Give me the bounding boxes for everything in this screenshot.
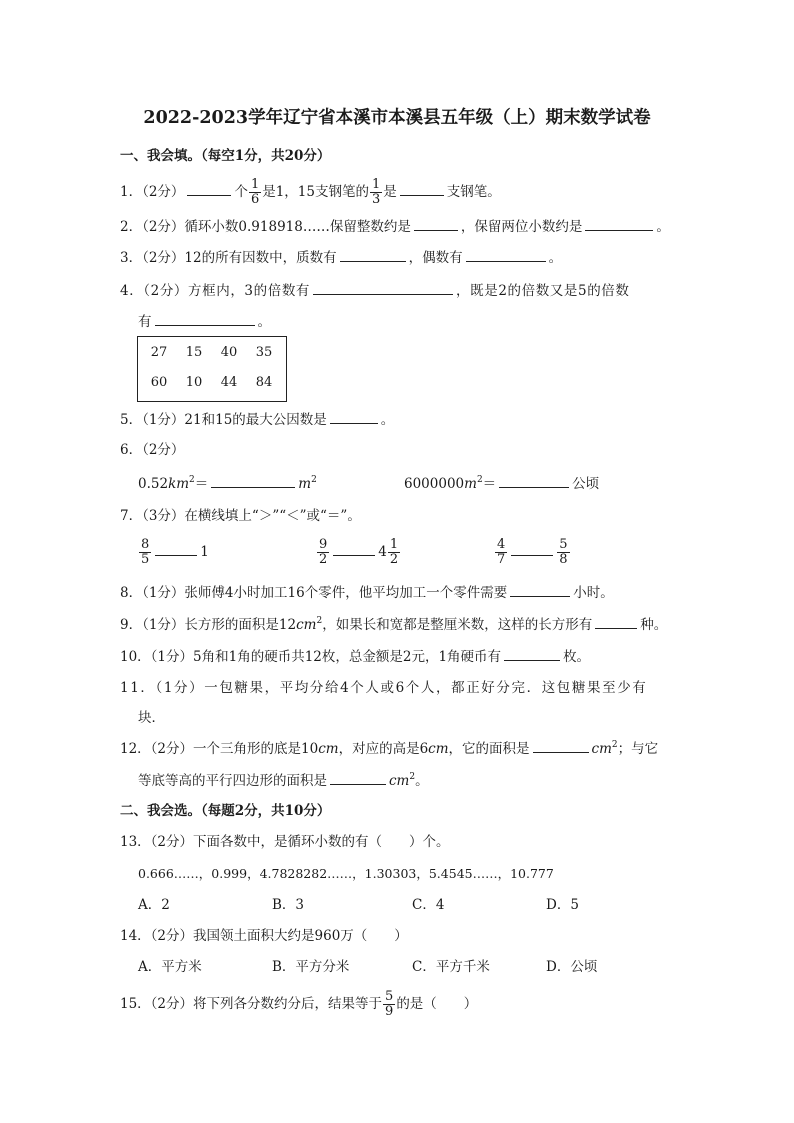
q6-value-2: 6000000 [404, 476, 465, 492]
q7-text: 7．（3分）在横线填上“＞”“＜”或“＝”。 [120, 508, 361, 524]
q9-text-1: 9．（1分）长方形的面积是12 [120, 617, 297, 633]
q4-text-3: 有 [138, 314, 152, 330]
question-7 [120, 506, 361, 526]
section-1-heading: 一、我会填。（每空1分，共20分） [120, 148, 331, 164]
q14-option-b[interactable]: B．平方分米 [272, 959, 350, 975]
q11-text-2: 块． [138, 710, 165, 726]
q7-fraction-2-right [388, 538, 400, 567]
q1-text-3: 是 [383, 184, 397, 200]
q2-blank-1[interactable] [414, 216, 458, 231]
q6-conversion-1 [138, 473, 317, 494]
question-12-line-2 [138, 770, 429, 791]
question-11-line-1 [120, 678, 647, 698]
q1-text-1: 个 [234, 184, 248, 200]
numerator: 8 [141, 537, 150, 552]
q6-unit-1: km [168, 476, 190, 492]
q12-blank-1[interactable] [533, 738, 589, 753]
q3-text-1: 3．（2分）12的所有因数中，质数有 [120, 250, 337, 266]
q6-square-1: 2 [189, 475, 195, 485]
q12-text-1: 12．（2分）一个三角形的底是10 [120, 741, 319, 757]
question-1 [120, 178, 501, 207]
box-number: 44 [220, 375, 238, 390]
q14-text: 14．（2分）我国领土面积大约是960万（ ） [120, 928, 408, 944]
question-15 [120, 990, 477, 1019]
question-3 [120, 247, 562, 268]
q11-text-1: 11．（1分）一包糖果，平均分给4个人或6个人，都正好分完．这包糖果至少有 [120, 680, 648, 696]
q12-text-4: ；与它 [617, 741, 659, 757]
question-5 [120, 409, 394, 430]
q1-blank-1[interactable] [187, 181, 231, 196]
q14-option-c[interactable]: C．平方千米 [412, 959, 490, 975]
q12-unit-4: cm [389, 773, 410, 789]
q13-option-d[interactable]: D．5 [546, 897, 579, 913]
q9-text-2: ，如果长和宽都是整厘米数，这样的长方形有 [322, 617, 593, 633]
box-number: 60 [150, 375, 168, 390]
q12-unit-3: cm [591, 741, 612, 757]
q12-text-2: ，对应的高是6 [338, 741, 429, 757]
q7-comparison-1 [138, 538, 209, 567]
q6-blank-1[interactable] [211, 473, 295, 488]
q6-value-1: 0.52 [138, 476, 169, 492]
q3-text-3: 。 [548, 250, 563, 266]
q2-text-1: 2．（2分）循环小数0.918918……保留整数约是 [120, 219, 411, 235]
question-6 [120, 440, 184, 460]
denominator: 2 [389, 552, 399, 567]
q7-fraction-2 [317, 538, 329, 567]
q1-fraction-1-denominator: 6 [250, 192, 260, 207]
q3-blank-2[interactable] [466, 247, 546, 262]
q6-equals-2: ＝ [482, 476, 497, 492]
q12-text-6: 。 [415, 773, 429, 789]
question-2 [120, 216, 670, 237]
q15-text-2: 的是（ ） [396, 996, 478, 1012]
q4-text-2: ，既是2的倍数又是5的倍数 [456, 283, 630, 299]
q7-fraction-1 [139, 538, 151, 567]
q8-text-1: 8．（1分）张师傅4小时加工16个零件，他平均加工一个零件需要 [120, 585, 508, 601]
question-4-line-2 [138, 311, 271, 332]
q12-unit-2: cm [428, 741, 449, 757]
number-box [137, 336, 287, 402]
q13-option-c[interactable]: C．4 [412, 897, 445, 913]
q14-option-a[interactable]: A．平方米 [138, 959, 202, 975]
q1-text-2: 是1，15支钢笔的 [262, 184, 369, 200]
q1-fraction-2 [370, 178, 382, 207]
q10-text-2: 枚。 [563, 649, 591, 665]
box-number: 10 [185, 375, 203, 390]
question-12-line-1 [120, 738, 658, 759]
q1-fraction-2-denominator: 3 [372, 192, 381, 207]
q5-text-2: 。 [380, 412, 395, 428]
q9-blank-1[interactable] [595, 614, 637, 629]
q12-text-3: ，它的面积是 [448, 741, 530, 757]
numerator: 4 [497, 537, 506, 552]
q10-blank-1[interactable] [504, 646, 560, 661]
q7-whole-2: 4 [378, 544, 387, 560]
denominator: 7 [497, 552, 506, 567]
q1-blank-2[interactable] [400, 181, 444, 196]
q7-blank-3[interactable] [511, 541, 553, 556]
q8-text-2: 小时。 [573, 585, 614, 601]
numerator: 9 [319, 537, 328, 552]
q4-blank-2[interactable] [155, 311, 255, 326]
q9-square: 2 [316, 616, 323, 626]
q15-fraction [383, 990, 395, 1019]
q7-fraction-3 [495, 538, 507, 567]
question-4-line-1 [120, 280, 630, 301]
q6-blank-2[interactable] [499, 473, 569, 488]
q7-comparison-3 [494, 538, 571, 567]
q9-text-3: 种。 [640, 617, 668, 633]
q1-fraction-1-numerator: 1 [250, 177, 260, 192]
box-number: 84 [255, 375, 273, 390]
q13-option-a[interactable]: A．2 [138, 897, 170, 913]
q5-blank-1[interactable] [330, 409, 378, 424]
q12-square-2: 2 [409, 772, 416, 782]
q12-square-1: 2 [611, 740, 618, 750]
q12-unit-1: cm [318, 741, 339, 757]
question-10 [120, 646, 590, 667]
denominator: 5 [141, 552, 150, 567]
question-11-line-2 [138, 708, 165, 728]
q12-text-5: 等底等高的平行四边形的面积是 [138, 773, 327, 789]
denominator: 2 [319, 552, 328, 567]
q3-blank-1[interactable] [340, 247, 406, 262]
q3-text-2: ，偶数有 [408, 250, 463, 266]
q8-blank-1[interactable] [510, 582, 570, 597]
q5-text-1: 5．（1分）21和15的最大公因数是 [120, 412, 327, 428]
q2-blank-2[interactable] [585, 216, 653, 231]
q1-number: 1．（2分） [120, 184, 185, 200]
question-9 [120, 614, 667, 635]
q4-text-4: 。 [257, 314, 271, 330]
q6-square-2: 2 [311, 475, 317, 485]
q13-text: 13．（2分）下面各数中，是循环小数的有（ ）个。 [120, 834, 450, 850]
denominator: 8 [559, 552, 568, 567]
numerator: 1 [389, 537, 399, 552]
q6-unit-4: 公顷 [572, 476, 600, 492]
box-number: 15 [185, 345, 203, 360]
box-number: 40 [220, 345, 238, 360]
q7-blank-2[interactable] [333, 541, 375, 556]
exam-title: 2022-2023学年辽宁省本溪市本溪县五年级（上）期末数学试卷 [143, 108, 651, 128]
q6-unit-3: m [464, 476, 477, 492]
box-number: 27 [150, 345, 168, 360]
q6-number: 6．（2分） [120, 442, 185, 458]
q7-comparison-2 [316, 538, 401, 567]
q7-fraction-3-right [557, 538, 569, 567]
q15-numerator: 5 [385, 989, 394, 1004]
q7-blank-1[interactable] [155, 541, 197, 556]
q6-equals-1: ＝ [194, 476, 209, 492]
numerator: 5 [559, 537, 568, 552]
question-13 [120, 832, 450, 852]
q13-numbers: 0.666……，0.999，4.7828282……，1.30303，5.4545……，10.777 [138, 866, 554, 881]
question-14 [120, 926, 408, 946]
q10-text-1: 10．（1分）5角和1角的硬币共12枚，总金额是2元，1角硬币有 [120, 649, 502, 665]
question-8 [120, 582, 614, 603]
q13-option-b[interactable]: B．3 [272, 897, 305, 913]
q2-text-3: 。 [656, 219, 670, 235]
q4-text-1: 4．（2分）方框内，3的倍数有 [120, 283, 311, 299]
q9-unit: cm [296, 617, 317, 633]
q14-option-d[interactable]: D．公顷 [546, 959, 598, 975]
q15-denominator: 9 [385, 1004, 394, 1019]
q2-text-2: ，保留两位小数约是 [460, 219, 583, 235]
q1-fraction-2-numerator: 1 [372, 177, 381, 192]
q1-text-4: 支钢笔。 [446, 184, 501, 200]
q6-square-3: 2 [476, 475, 483, 485]
q6-conversion-2 [404, 473, 599, 494]
q4-blank-1[interactable] [313, 280, 453, 295]
section-2-heading: 二、我会选。（每题2分，共10分） [120, 803, 331, 819]
q15-text-1: 15．（2分）将下列各分数约分后，结果等于 [120, 996, 383, 1012]
q1-fraction-1 [249, 178, 261, 207]
q12-blank-2[interactable] [330, 770, 386, 785]
box-number: 35 [255, 345, 273, 360]
q6-unit-2: m [298, 476, 312, 492]
q7-right-1: 1 [200, 544, 209, 560]
